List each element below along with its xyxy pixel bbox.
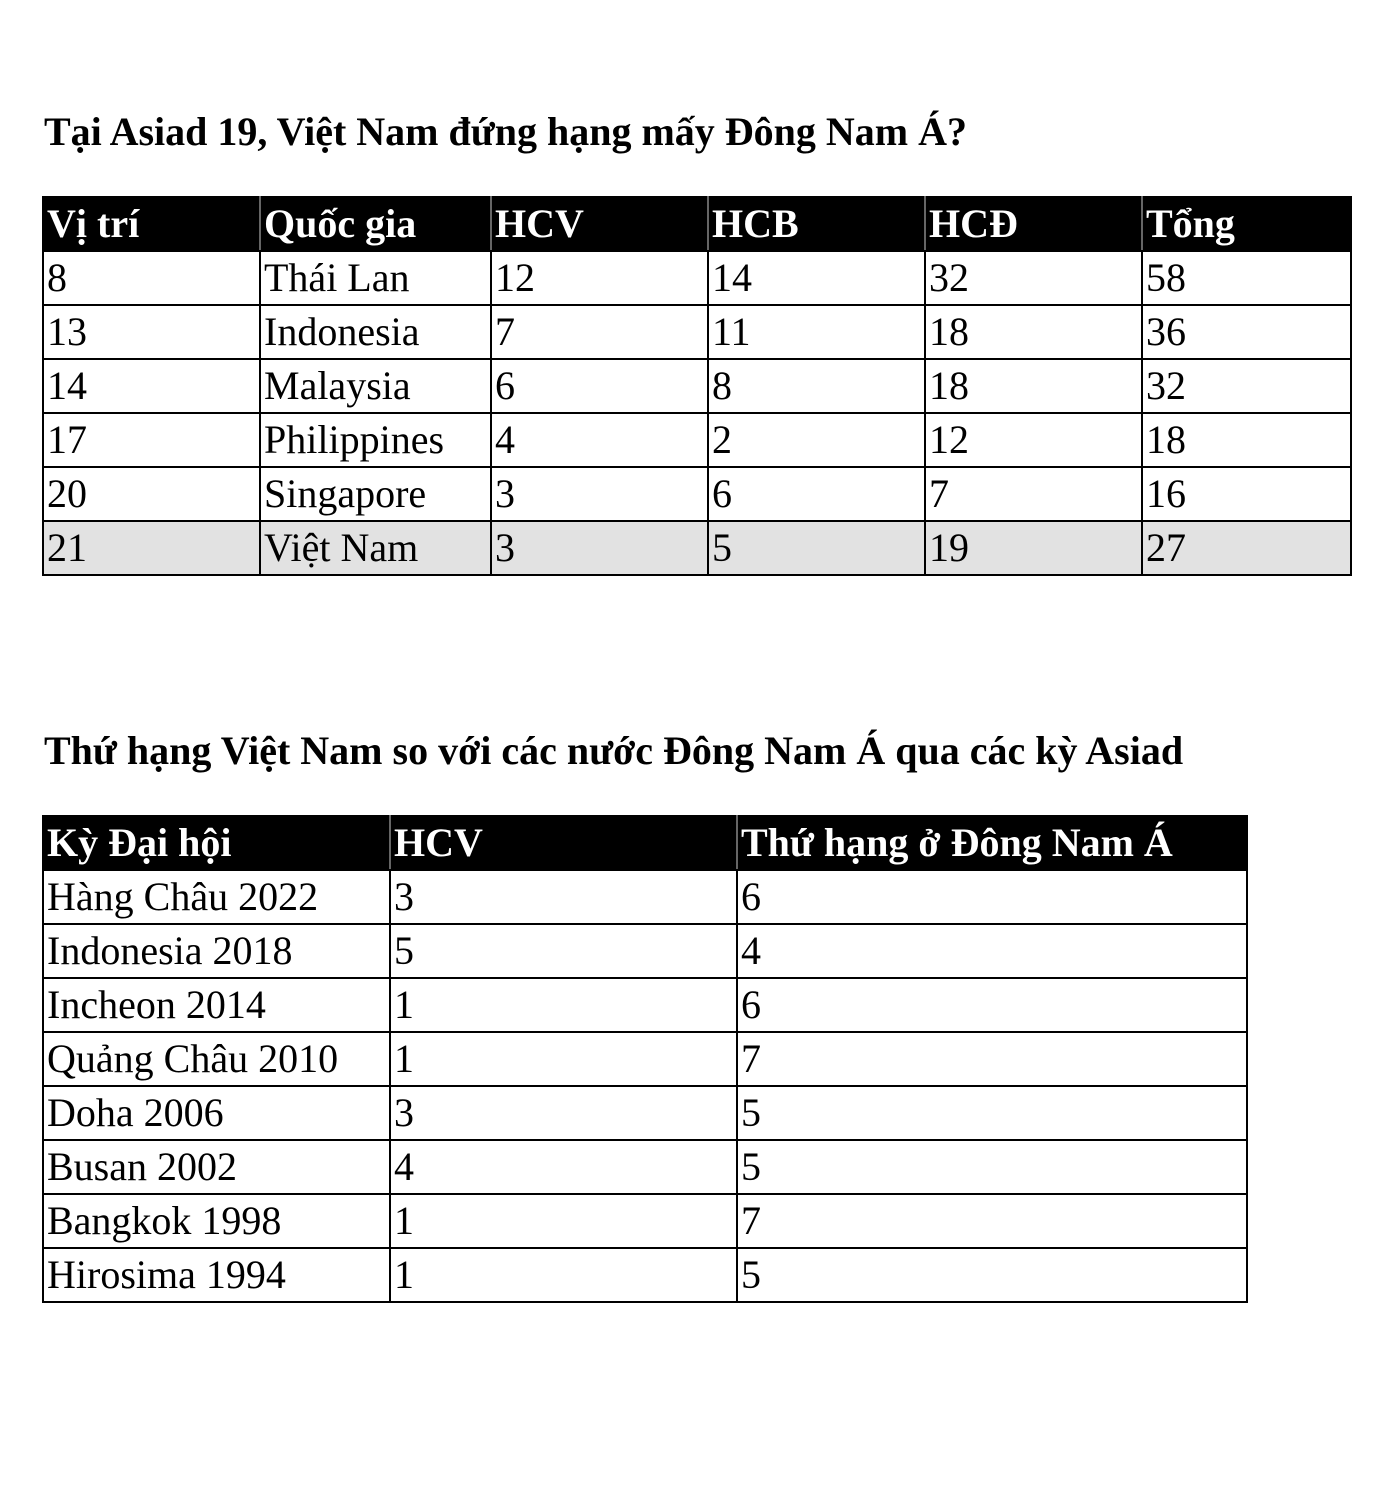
- cell-games: Hirosima 1994: [43, 1248, 390, 1302]
- cell-rank: 5: [737, 1086, 1247, 1140]
- cell-bronze: 7: [925, 467, 1142, 521]
- cell-position: 20: [43, 467, 260, 521]
- cell-games: Indonesia 2018: [43, 924, 390, 978]
- cell-gold: 12: [491, 251, 708, 305]
- cell-gold: 4: [491, 413, 708, 467]
- cell-games: Doha 2006: [43, 1086, 390, 1140]
- cell-total: 16: [1142, 467, 1351, 521]
- cell-rank: 7: [737, 1032, 1247, 1086]
- cell-rank: 5: [737, 1140, 1247, 1194]
- cell-rank: 4: [737, 924, 1247, 978]
- cell-games: Busan 2002: [43, 1140, 390, 1194]
- cell-gold: 3: [390, 870, 737, 924]
- cell-position: 14: [43, 359, 260, 413]
- col-header-position: Vị trí: [43, 197, 260, 251]
- cell-gold: 3: [390, 1086, 737, 1140]
- cell-silver: 11: [708, 305, 925, 359]
- cell-gold: 7: [491, 305, 708, 359]
- table-row: [43, 1140, 1247, 1194]
- medal-table: [42, 196, 1352, 576]
- cell-total: 32: [1142, 359, 1351, 413]
- history-table: [42, 815, 1248, 1303]
- table-row: [43, 1032, 1247, 1086]
- cell-country: Philippines: [260, 413, 491, 467]
- cell-gold: 4: [390, 1140, 737, 1194]
- cell-rank: 5: [737, 1248, 1247, 1302]
- cell-position: 17: [43, 413, 260, 467]
- cell-position: 21: [43, 521, 260, 575]
- col-header-gold: HCV: [491, 197, 708, 251]
- table-row: [43, 1248, 1247, 1302]
- cell-total: 18: [1142, 413, 1351, 467]
- col-header-bronze: HCĐ: [925, 197, 1142, 251]
- cell-silver: 2: [708, 413, 925, 467]
- table-row: [43, 978, 1247, 1032]
- col-header-country: Quốc gia: [260, 197, 491, 251]
- cell-silver: 6: [708, 467, 925, 521]
- table-row: [43, 359, 1351, 413]
- cell-gold: 6: [491, 359, 708, 413]
- cell-bronze: 32: [925, 251, 1142, 305]
- table-row: [43, 413, 1351, 467]
- cell-gold: 1: [390, 1248, 737, 1302]
- cell-silver: 14: [708, 251, 925, 305]
- history-table-title: Thứ hạng Việt Nam so với các nước Đông Nam Á qua các kỳ Asiad: [44, 728, 1184, 773]
- cell-games: Hàng Châu 2022: [43, 870, 390, 924]
- cell-country: Thái Lan: [260, 251, 491, 305]
- cell-gold: 1: [390, 1032, 737, 1086]
- cell-games: Bangkok 1998: [43, 1194, 390, 1248]
- cell-total: 27: [1142, 521, 1351, 575]
- cell-country: Malaysia: [260, 359, 491, 413]
- cell-bronze: 18: [925, 305, 1142, 359]
- cell-country: Việt Nam: [260, 521, 491, 575]
- cell-gold: 1: [390, 978, 737, 1032]
- medal-table-title: Tại Asiad 19, Việt Nam đứng hạng mấy Đông Nam Á?: [44, 109, 968, 154]
- cell-gold: 3: [491, 467, 708, 521]
- table-row: [43, 924, 1247, 978]
- col-header-rank: Thứ hạng ở Đông Nam Á: [737, 816, 1247, 870]
- table-header-row: [43, 197, 1351, 251]
- col-header-total: Tổng: [1142, 197, 1351, 251]
- table-row: [43, 251, 1351, 305]
- cell-bronze: 18: [925, 359, 1142, 413]
- cell-rank: 6: [737, 870, 1247, 924]
- table-row: [43, 1194, 1247, 1248]
- cell-silver: 8: [708, 359, 925, 413]
- table-row: [43, 1086, 1247, 1140]
- cell-gold: 3: [491, 521, 708, 575]
- col-header-gold: HCV: [390, 816, 737, 870]
- cell-position: 13: [43, 305, 260, 359]
- cell-bronze: 19: [925, 521, 1142, 575]
- cell-games: Quảng Châu 2010: [43, 1032, 390, 1086]
- col-header-silver: HCB: [708, 197, 925, 251]
- table-header-row: [43, 816, 1247, 870]
- cell-bronze: 12: [925, 413, 1142, 467]
- cell-position: 8: [43, 251, 260, 305]
- cell-rank: 7: [737, 1194, 1247, 1248]
- cell-gold: 1: [390, 1194, 737, 1248]
- col-header-games: Kỳ Đại hội: [43, 816, 390, 870]
- table-row: [43, 467, 1351, 521]
- cell-silver: 5: [708, 521, 925, 575]
- cell-rank: 6: [737, 978, 1247, 1032]
- table-row-highlighted: [43, 521, 1351, 575]
- cell-country: Indonesia: [260, 305, 491, 359]
- cell-gold: 5: [390, 924, 737, 978]
- cell-games: Incheon 2014: [43, 978, 390, 1032]
- table-row: [43, 870, 1247, 924]
- table-row: [43, 305, 1351, 359]
- cell-total: 36: [1142, 305, 1351, 359]
- cell-total: 58: [1142, 251, 1351, 305]
- cell-country: Singapore: [260, 467, 491, 521]
